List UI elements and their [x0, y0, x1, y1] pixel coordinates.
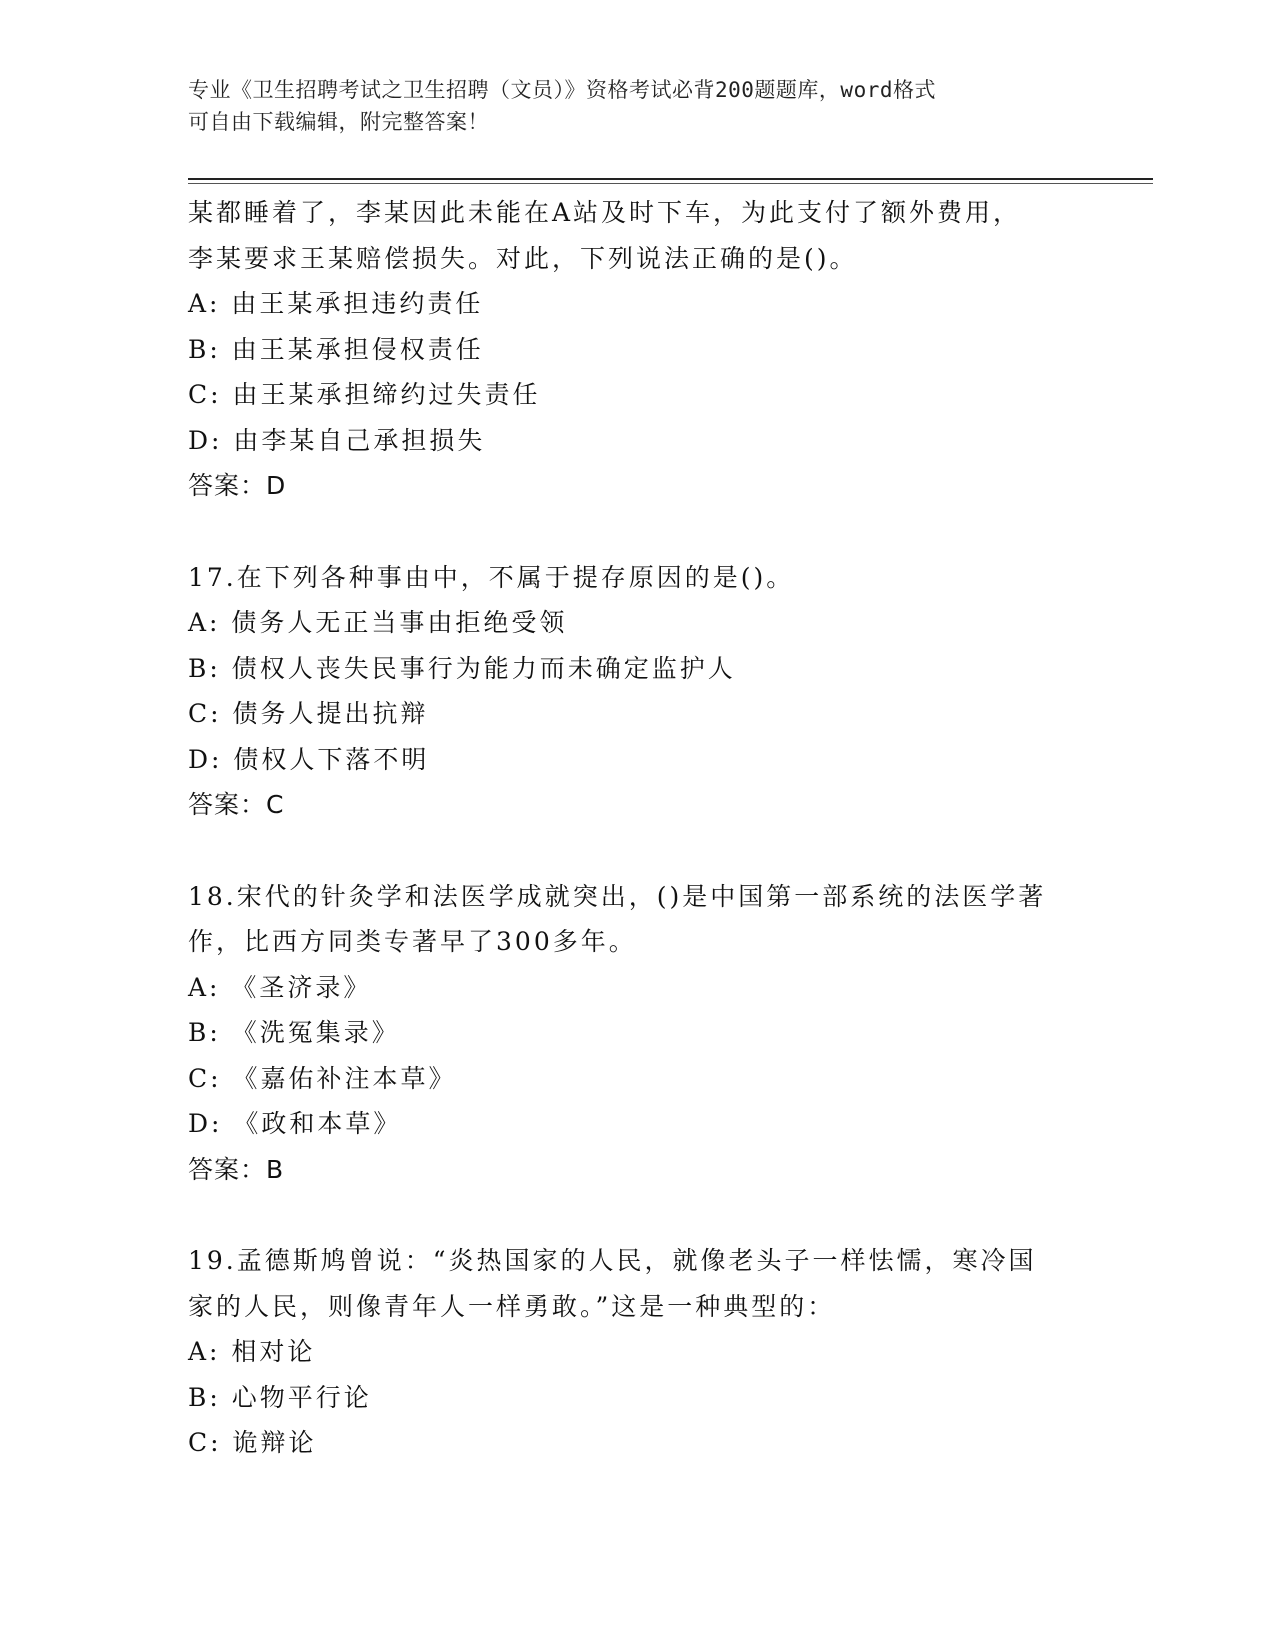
question-stem-line: 李某要求王某赔偿损失。对此，下列说法正确的是()。 [188, 243, 858, 273]
header-line-2: 可自由下载编辑，附完整答案！ [188, 110, 489, 134]
option-d: D: 《政和本草》 [188, 1109, 402, 1138]
question-stem-line: 作，比西方同类专著早了300多年。 [188, 927, 637, 956]
spacer [188, 509, 1108, 555]
option-d: D: 债权人下落不明 [188, 744, 430, 774]
header-rule-thin [188, 183, 1153, 184]
option-a: A: 由王某承担违约责任 [188, 289, 484, 318]
answer-line: 答案：B [188, 1154, 285, 1184]
option-b: B: 债权人丧失民事行为能力而未确定监护人 [188, 653, 736, 683]
option-b: B: 心物平行论 [188, 1382, 372, 1412]
header-line-1: 专业《卫生招聘考试之卫生招聘（文员）》资格考试必背200题题库，word格式 [188, 78, 936, 102]
question-19 [188, 1238, 1108, 1466]
question-content [188, 190, 1108, 1466]
question-18 [188, 874, 1108, 1193]
spacer [188, 1192, 1108, 1238]
option-b: B: 由王某承担侵权责任 [188, 334, 484, 364]
option-a: A: 《圣济录》 [188, 972, 372, 1002]
question-stem-line: 家的人民，则像青年人一样勇敢。”这是一种典型的： [188, 1291, 836, 1321]
answer-line: 答案：D [188, 471, 287, 500]
document-header [188, 74, 1068, 138]
question-stem-line: 17.在下列各种事由中，不属于提存原因的是()。 [188, 562, 795, 592]
header-rule-thick [188, 178, 1153, 180]
question-stem-line: 19.孟德斯鸠曾说：“炎热国家的人民，就像老头子一样怯懦，寒冷国 [188, 1246, 1037, 1275]
option-c: C: 债务人提出抗辩 [188, 699, 429, 728]
option-c: C: 诡辩论 [188, 1428, 317, 1457]
option-b: B: 《洗冤集录》 [188, 1018, 400, 1047]
option-c: C: 由王某承担缔约过失责任 [188, 380, 541, 409]
option-c: C: 《嘉佑补注本草》 [188, 1063, 457, 1093]
option-a: A: 相对论 [188, 1337, 316, 1366]
answer-line: 答案：C [188, 790, 285, 819]
option-d: D: 由李某自己承担损失 [188, 425, 486, 455]
question-stem-line: 18.宋代的针灸学和法医学成就突出，()是中国第一部系统的法医学著 [188, 881, 1047, 911]
spacer [188, 828, 1108, 874]
question-17 [188, 555, 1108, 828]
option-a: A: 债务人无正当事由拒绝受领 [188, 608, 568, 637]
question-stem-line: 某都睡着了，李某因此未能在A站及时下车，为此支付了额外费用， [188, 198, 1022, 227]
question-continued [188, 190, 1108, 509]
